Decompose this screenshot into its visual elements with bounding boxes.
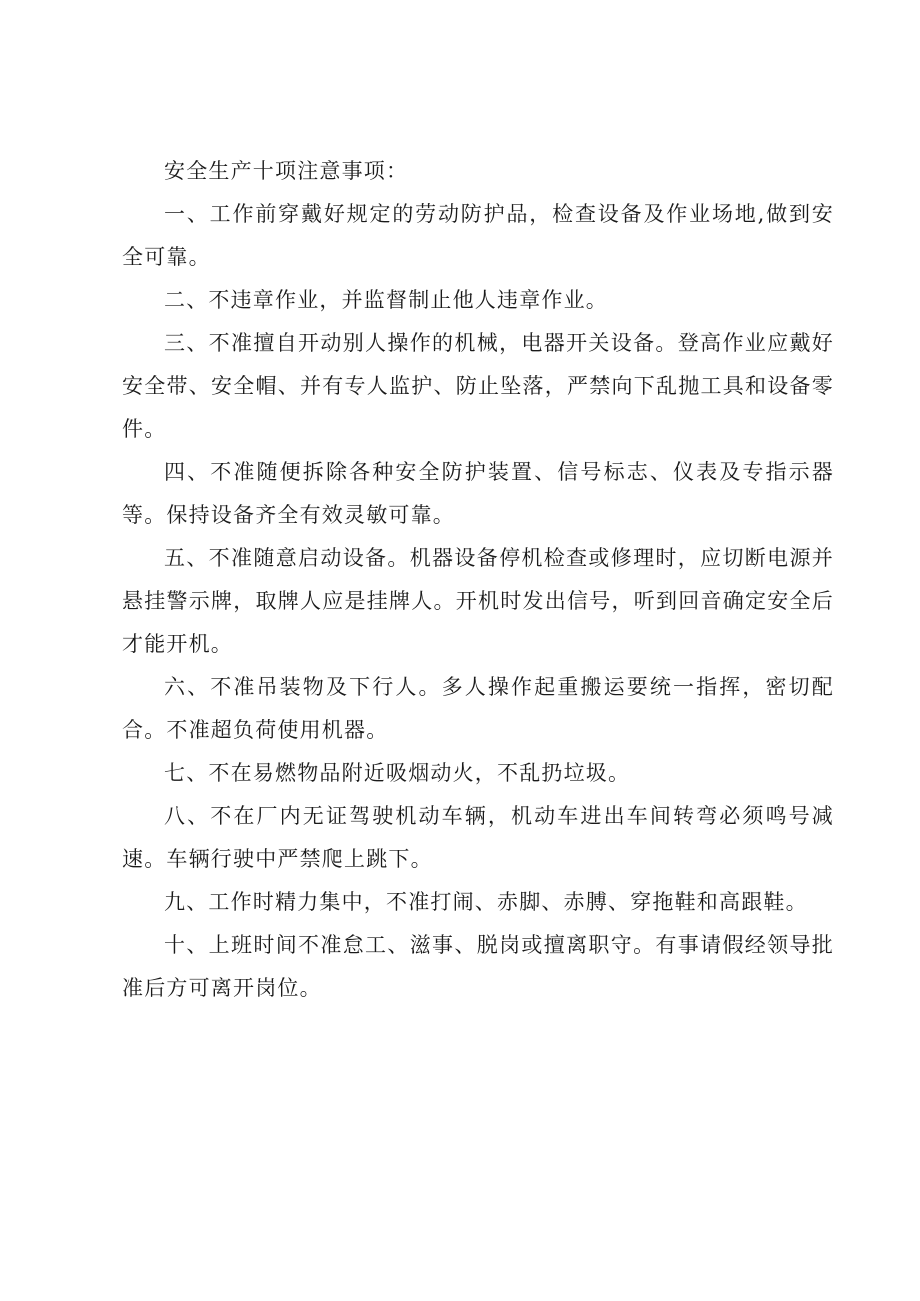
rule-item-8: 八、不在厂内无证驾驶机动车辆，机动车进出车间转弯必须鸣号减速。车辆行驶中严禁爬上跳下。: [122, 804, 834, 871]
rule-item-5: 五、不准随意启动设备。机器设备停机检查或修理时，应切断电源并悬挂警示牌，取牌人应是挂牌人。开机时发出信号，听到回音确定安全后才能开机。: [122, 546, 834, 656]
rule-item-3: 三、不准擅自开动别人操作的机械，电器开关设备。登高作业应戴好安全带、安全帽、并有专人监护、防止坠落，严禁向下乱抛工具和设备零件。: [122, 331, 834, 441]
rule-item-4: 四、不准随便拆除各种安全防护装置、信号标志、仪表及专指示器等。保持设备齐全有效灵敏可靠。: [122, 460, 834, 527]
rule-item-7: 七、不在易燃物品附近吸烟动火，不乱扔垃圾。: [164, 761, 631, 785]
document-body: [122, 150, 834, 1010]
rule-item-2: 二、不违章作业，并监督制止他人违章作业。: [164, 288, 608, 312]
rule-item-6: 六、不准吊装物及下行人。多人操作起重搬运要统一指挥，密切配合。不准超负荷使用机器。: [122, 675, 834, 742]
rule-item-9: 九、工作时精力集中，不准打闹、赤脚、赤膊、穿拖鞋和高跟鞋。: [164, 890, 808, 914]
rule-item-1: 一、工作前穿戴好规定的劳动防护品，检查设备及作业场地,做到安全可靠。: [122, 202, 834, 269]
rule-item-10: 十、上班时间不准怠工、滋事、脱岗或擅离职守。有事请假经领导批准后方可离开岗位。: [122, 933, 834, 1000]
document-heading: 安全生产十项注意事项：: [164, 159, 409, 183]
